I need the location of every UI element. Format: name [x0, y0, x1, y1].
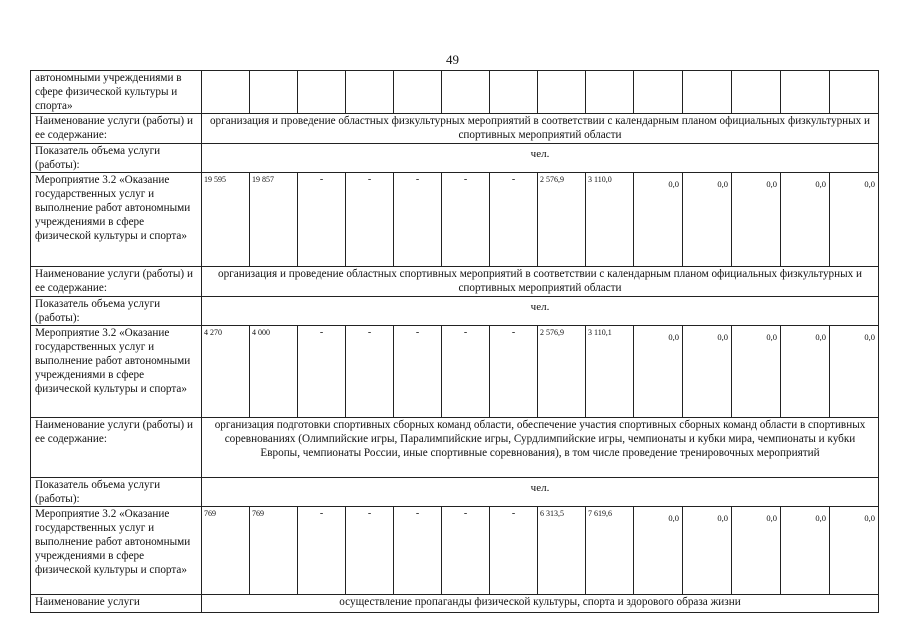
measure-row: [31, 173, 879, 267]
value-cell: [683, 71, 732, 114]
value-cell: 0,0: [634, 173, 683, 267]
value-cell: [346, 71, 394, 114]
value-cell: 19 595: [202, 173, 250, 267]
value-cell: 6 313,5: [538, 507, 586, 595]
value-cell: -: [442, 173, 490, 267]
page-number: 49: [446, 52, 459, 67]
value-cell: [298, 71, 346, 114]
value-cell: 0,0: [781, 507, 830, 595]
unit-cell: чел.: [202, 144, 879, 173]
service-description: осуществление пропаганды физической культуры, спорта и здорового образа жизни: [202, 595, 879, 613]
service-row: [31, 418, 879, 478]
value-cell: -: [394, 507, 442, 595]
value-cell: 0,0: [683, 326, 732, 418]
value-cell: [394, 71, 442, 114]
service-row: [31, 267, 879, 297]
value-cell: -: [298, 326, 346, 418]
value-cell: [830, 71, 879, 114]
row-label: Наименование услуги (работы) и ее содержание:: [31, 267, 202, 297]
value-cell: 0,0: [634, 326, 683, 418]
value-cell: [586, 71, 634, 114]
value-cell: [490, 71, 538, 114]
value-cell: 0,0: [683, 507, 732, 595]
budget-table: [30, 70, 879, 613]
value-cell: 7 619,6: [586, 507, 634, 595]
value-cell: -: [490, 326, 538, 418]
row-label: Мероприятие 3.2 «Оказание государственных услуг и выполнение работ автономными учреждениями в сфере физической культуры и спорта»: [31, 507, 202, 595]
value-cell: 0,0: [732, 173, 781, 267]
value-cell: [538, 71, 586, 114]
indicator-row: [31, 144, 879, 173]
value-cell: 0,0: [683, 173, 732, 267]
value-cell: -: [346, 173, 394, 267]
service-row: [31, 595, 879, 613]
value-cell: [781, 71, 830, 114]
measure-row: [31, 507, 879, 595]
value-cell: 4 000: [250, 326, 298, 418]
value-cell: -: [346, 326, 394, 418]
row-label: Показатель объема услуги (работы):: [31, 144, 202, 173]
measure-row: [31, 326, 879, 418]
value-cell: [250, 71, 298, 114]
measure-row: [31, 71, 879, 114]
service-description: организация подготовки спортивных сборных команд области, обеспечение участия спортивных сборных команд области в спортивных соревнованиях (Олимпийские игры, Паралимпийские игры, Сурдлимпийские игры, чемпионаты и кубки мира, чемпионаты и кубки Европы, чемпионаты России, иные спортивные соревнования), в том числе проведение тренировочных мероприятий: [202, 418, 879, 478]
indicator-row: [31, 478, 879, 507]
value-cell: 0,0: [830, 326, 879, 418]
value-cell: -: [298, 507, 346, 595]
value-cell: -: [490, 507, 538, 595]
service-description: организация и проведение областных физкультурных мероприятий в соответствии с календарным планом официальных физкультурных и спортивных мероприятий области: [202, 114, 879, 144]
value-cell: -: [442, 507, 490, 595]
value-cell: 0,0: [781, 173, 830, 267]
service-row: [31, 114, 879, 144]
unit-cell: чел.: [202, 478, 879, 507]
row-label: Мероприятие 3.2 «Оказание государственных услуг и выполнение работ автономными учреждениями в сфере физической культуры и спорта»: [31, 173, 202, 267]
value-cell: 19 857: [250, 173, 298, 267]
value-cell: -: [394, 326, 442, 418]
row-label: Наименование услуги (работы) и ее содержание:: [31, 418, 202, 478]
value-cell: 2 576,9: [538, 326, 586, 418]
value-cell: -: [394, 173, 442, 267]
value-cell: 0,0: [634, 507, 683, 595]
indicator-row: [31, 297, 879, 326]
value-cell: [442, 71, 490, 114]
value-cell: 769: [250, 507, 298, 595]
value-cell: 769: [202, 507, 250, 595]
value-cell: -: [346, 507, 394, 595]
value-cell: 0,0: [830, 173, 879, 267]
value-cell: 0,0: [830, 507, 879, 595]
value-cell: [634, 71, 683, 114]
row-label: Показатель объема услуги (работы):: [31, 297, 202, 326]
service-description: организация и проведение областных спортивных мероприятий в соответствии с календарным планом официальных физкультурных и спортивных мероприятий области: [202, 267, 879, 297]
row-label: Мероприятие 3.2 «Оказание государственных услуг и выполнение работ автономными учреждениями в сфере физической культуры и спорта»: [31, 326, 202, 418]
row-label: Наименование услуги (работы) и ее содержание:: [31, 114, 202, 144]
value-cell: 0,0: [781, 326, 830, 418]
row-label: автономными учреждениями в сфере физической культуры и спорта»: [31, 71, 202, 114]
value-cell: -: [490, 173, 538, 267]
value-cell: [202, 71, 250, 114]
row-label: Наименование услуги: [31, 595, 202, 613]
unit-cell: чел.: [202, 297, 879, 326]
value-cell: 4 270: [202, 326, 250, 418]
value-cell: 0,0: [732, 507, 781, 595]
value-cell: -: [298, 173, 346, 267]
value-cell: [732, 71, 781, 114]
value-cell: 3 110,0: [586, 173, 634, 267]
value-cell: -: [442, 326, 490, 418]
value-cell: 3 110,1: [586, 326, 634, 418]
value-cell: 0,0: [732, 326, 781, 418]
row-label: Показатель объема услуги (работы):: [31, 478, 202, 507]
value-cell: 2 576,9: [538, 173, 586, 267]
